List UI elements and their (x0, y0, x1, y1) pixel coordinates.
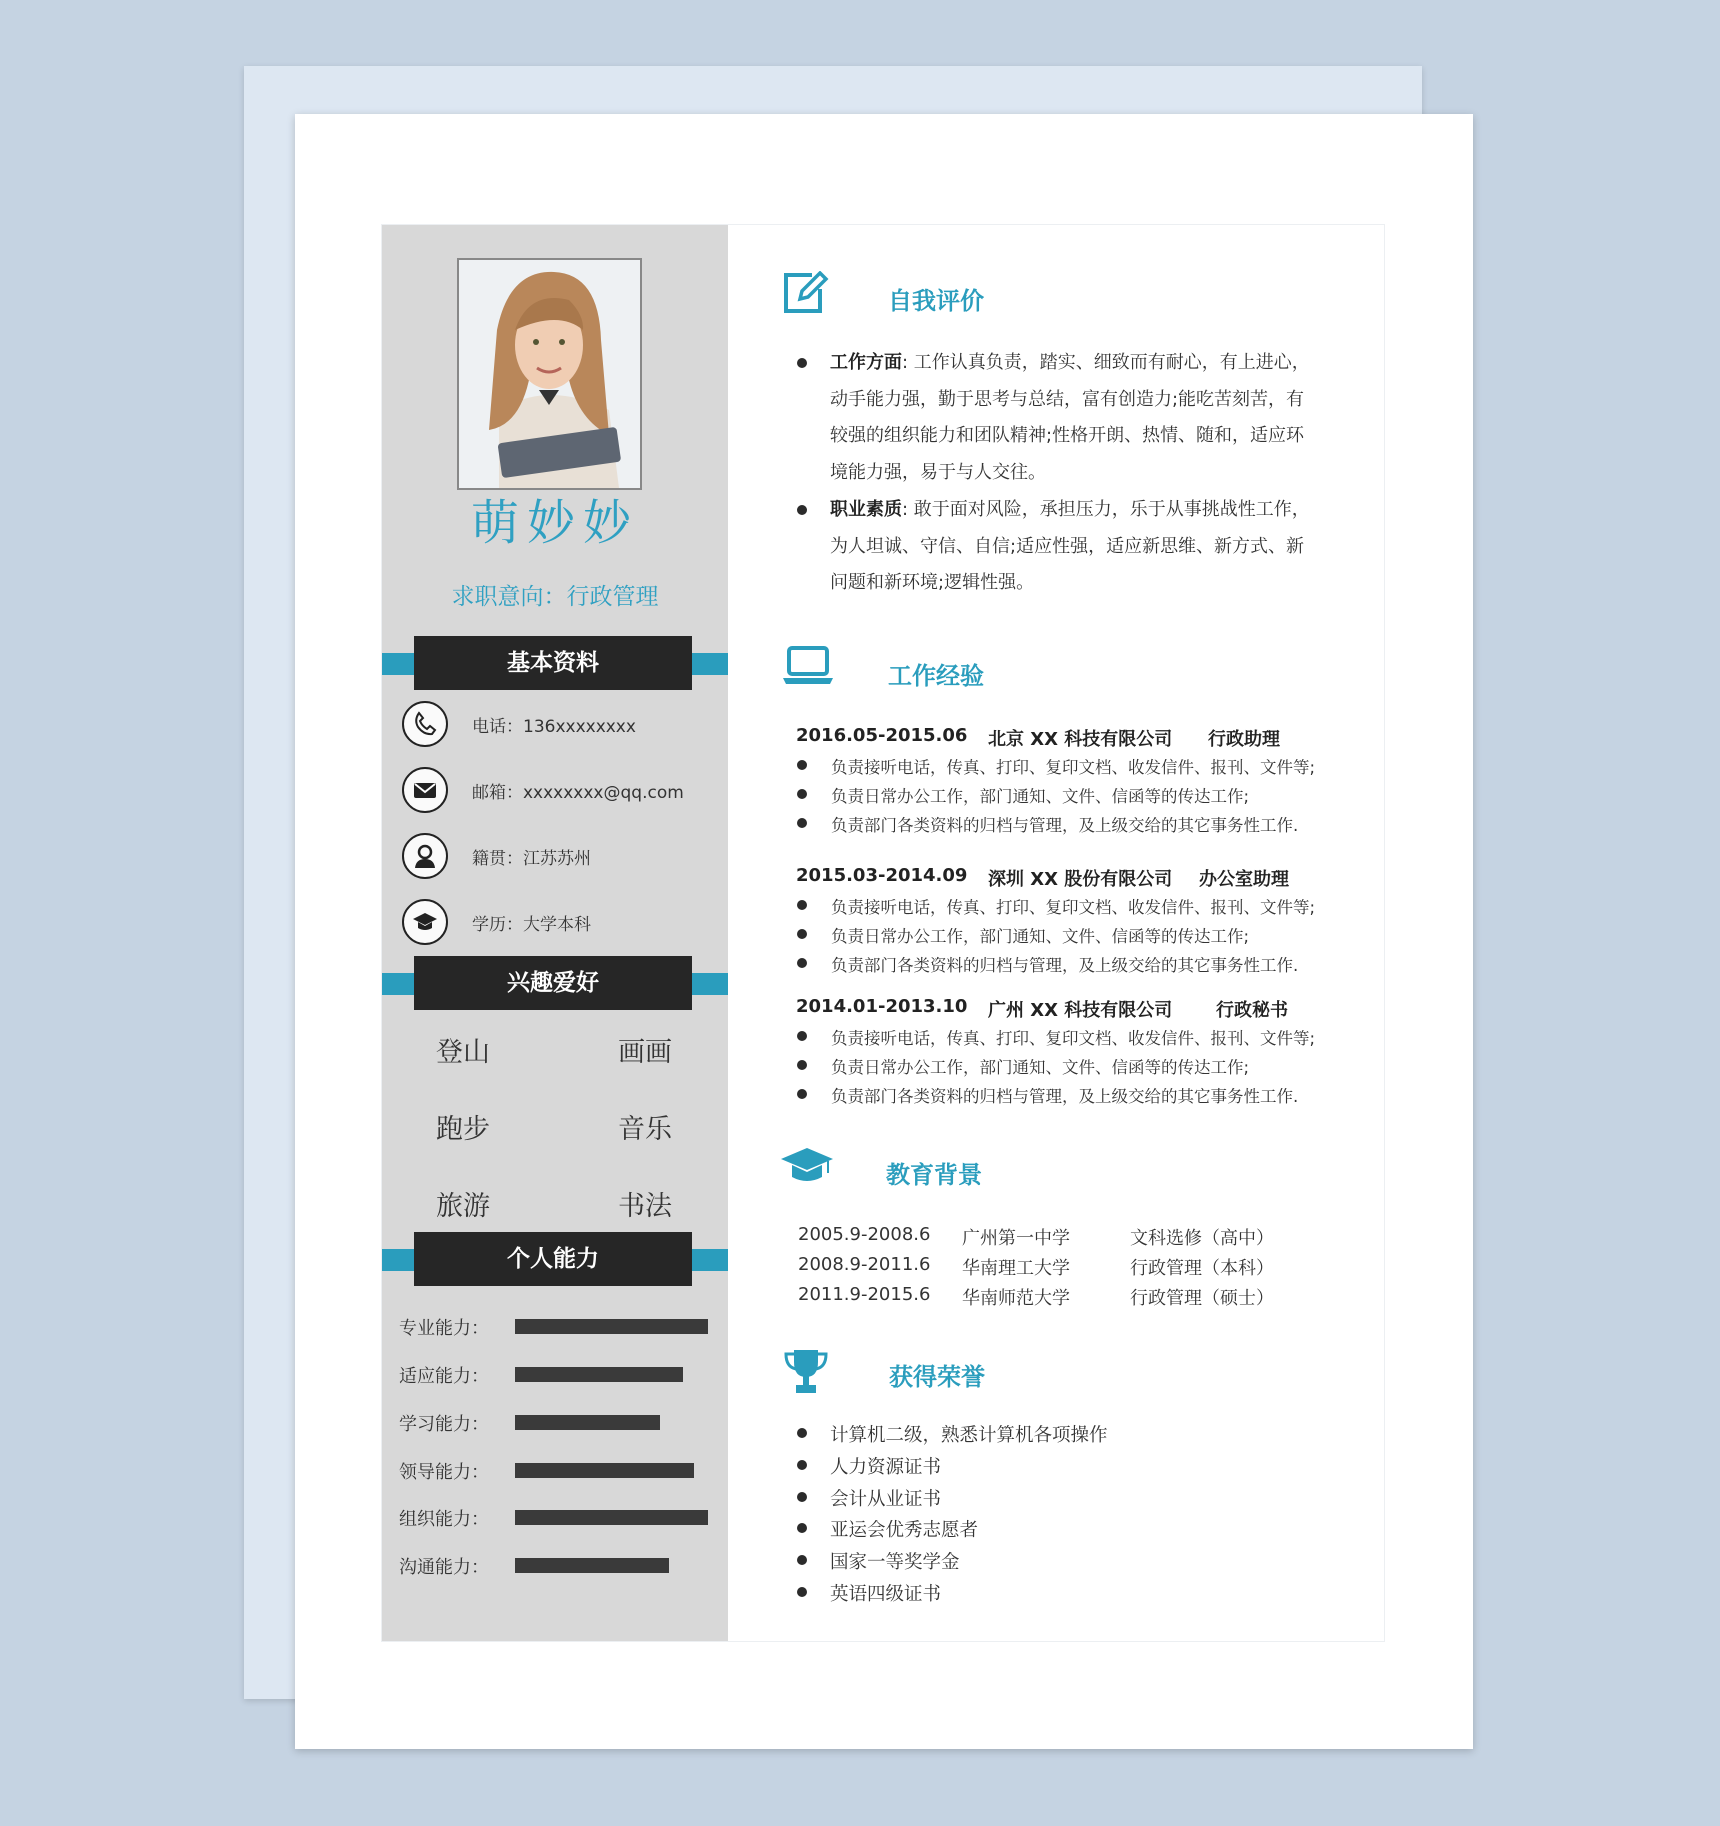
section-band-hobbies (382, 956, 728, 1010)
contact-phone (402, 698, 722, 748)
job-period: 2014.01-2013.10 (796, 996, 968, 1017)
phone-label: 电话： (472, 717, 523, 737)
job-duty: 负责接听电话，传真、打印、复印文档、收发信件、报刊、文件等; (831, 1029, 1316, 1048)
trophy-icon (783, 1347, 829, 1395)
skill-row (399, 1550, 719, 1580)
edu-major: 文科选修（高中） (1130, 1228, 1274, 1249)
education-value: 大学本科 (523, 915, 591, 935)
bullet-icon (797, 900, 807, 910)
self-eval-text: 敢于面对风险，承担压力，乐于从事挑战性工作，为人坦诚、守信、自信;适应性强，适应新思维、新方式、新问题和新环境;逻辑性强。 (830, 499, 1310, 593)
honor-item: 人力资源证书 (830, 1457, 942, 1478)
bullet-icon (797, 760, 807, 770)
skill-row (399, 1455, 719, 1485)
job-duty: 负责部门各类资料的归档与管理，及上级交给的其它事务性工作. (831, 816, 1299, 835)
job-intent-value: 行政管理 (566, 584, 659, 610)
hometown-value: 江苏苏州 (523, 849, 591, 869)
job-company: 广州 XX 科技有限公司 (988, 1000, 1173, 1021)
mail-icon (402, 767, 448, 813)
education-header (780, 1145, 1280, 1195)
job-period: 2016.05-2015.06 (796, 725, 968, 746)
hobby-item: 旅游 (436, 1191, 490, 1222)
education-title: 教育背景 (886, 1161, 982, 1189)
sidebar (382, 225, 728, 1641)
bullet-icon (797, 929, 807, 939)
job-company: 深圳 XX 股份有限公司 (988, 869, 1173, 890)
bullet-icon (797, 789, 807, 799)
job-intent (382, 578, 728, 611)
skill-row (399, 1502, 719, 1532)
bullet-icon (797, 1555, 807, 1565)
skill-label: 专业能力： (399, 1318, 489, 1339)
job-duty: 负责接听电话，传真、打印、复印文档、收发信件、报刊、文件等; (831, 898, 1316, 917)
job-header (796, 996, 1288, 1021)
education-label: 学历： (472, 915, 523, 935)
skill-bar (515, 1367, 683, 1382)
self-eval-head: 工作方面 (830, 352, 902, 373)
job-duty: 负责日常办公工作，部门通知、文件、信函等的传达工作; (831, 1058, 1250, 1077)
job-duty: 负责部门各类资料的归档与管理，及上级交给的其它事务性工作. (831, 956, 1299, 975)
job-period: 2015.03-2014.09 (796, 865, 968, 886)
contact-hometown (402, 830, 722, 880)
bullet-icon (797, 1460, 807, 1470)
skill-row (399, 1407, 719, 1437)
hobbies-title: 兴趣爱好 (414, 956, 692, 1010)
edu-period: 2008.9-2011.6 (798, 1254, 931, 1275)
bullet-icon (797, 1492, 807, 1502)
email-value: xxxxxxxx@qq.com (523, 783, 684, 803)
job-header (796, 865, 1289, 890)
self-eval-text: 工作认真负责，踏实、细致而有耐心，有上进心，动手能力强，勤于思考与总结，富有创造力;能吃苦刻苦，有较强的组织能力和团队精神;性格开朗、热情、随和，适应环境能力强，易于与人交往。 (830, 352, 1310, 483)
bullet-icon (797, 958, 807, 968)
edit-icon (782, 271, 830, 315)
edu-major: 行政管理（硕士） (1130, 1288, 1274, 1309)
skill-row (399, 1311, 719, 1341)
edu-major: 行政管理（本科） (1130, 1258, 1274, 1279)
bullet-icon (797, 1587, 807, 1597)
section-band-basic (382, 636, 728, 690)
job-header (796, 725, 1280, 750)
work-header (782, 646, 1282, 696)
honors-header (783, 1347, 1283, 1397)
contact-email (402, 764, 722, 814)
skill-bar (515, 1558, 669, 1573)
resume-content (381, 224, 1385, 1642)
bullet-icon (797, 1089, 807, 1099)
honor-item: 计算机二级，熟悉计算机各项操作 (830, 1425, 1108, 1446)
job-duty: 负责日常办公工作，部门通知、文件、信函等的传达工作; (831, 927, 1250, 946)
job-role: 行政助理 (1208, 729, 1280, 750)
edu-school: 广州第一中学 (962, 1228, 1070, 1249)
honor-item: 英语四级证书 (830, 1584, 942, 1605)
skills-title: 个人能力 (414, 1232, 692, 1286)
self-eval-item: 职业素质: 敢于面对风险，承担压力，乐于从事挑战性工作，为人坦诚、守信、自信;适应性强，适应新思维、新方式、新问题和新环境;逻辑性强。 (830, 499, 1310, 593)
skill-label: 组织能力： (399, 1509, 489, 1530)
self-eval-header (782, 271, 1282, 321)
job-intent-label: 求职意向： (451, 584, 567, 610)
edu-period: 2005.9-2008.6 (798, 1224, 931, 1245)
honors-title: 获得荣誉 (889, 1363, 985, 1391)
self-eval-item: 工作方面: 工作认真负责，踏实、细致而有耐心，有上进心，动手能力强，勤于思考与总结，富有创造力;能吃苦刻苦，有较强的组织能力和团队精神;性格开朗、热情、随和，适应环境能力强，易于与人交往。 (830, 352, 1310, 483)
skill-bar (515, 1510, 708, 1525)
bullet-icon (797, 358, 807, 368)
laptop-icon (782, 646, 834, 686)
job-company: 北京 XX 科技有限公司 (988, 729, 1173, 750)
work-title: 工作经验 (888, 662, 984, 690)
edu-school: 华南师范大学 (962, 1288, 1070, 1309)
hobby-item: 登山 (436, 1037, 490, 1068)
bullet-icon (797, 818, 807, 828)
skill-label: 学习能力： (399, 1414, 489, 1435)
hometown-label: 籍贯： (472, 849, 523, 869)
hobby-item: 跑步 (436, 1114, 490, 1145)
graduation-cap-icon (780, 1145, 834, 1185)
hobby-item: 音乐 (618, 1114, 672, 1145)
skill-row (399, 1359, 719, 1389)
bullet-icon (797, 1060, 807, 1070)
email-label: 邮箱： (472, 783, 523, 803)
section-band-skills (382, 1232, 728, 1286)
job-duty: 负责日常办公工作，部门通知、文件、信函等的传达工作; (831, 787, 1250, 806)
hobby-item: 画画 (618, 1037, 672, 1068)
honor-item: 会计从业证书 (830, 1489, 942, 1510)
bullet-icon (797, 505, 807, 515)
bullet-icon (797, 1523, 807, 1533)
edu-period: 2011.9-2015.6 (798, 1284, 931, 1305)
honor-item: 国家一等奖学金 (830, 1552, 960, 1573)
skill-bar (515, 1319, 708, 1334)
job-duty: 负责部门各类资料的归档与管理，及上级交给的其它事务性工作. (831, 1087, 1299, 1106)
basic-info-title: 基本资料 (414, 636, 692, 690)
contact-education (402, 896, 722, 946)
edu-school: 华南理工大学 (962, 1258, 1070, 1279)
skill-bar (515, 1415, 660, 1430)
hobby-item: 书法 (618, 1191, 672, 1222)
honor-item: 亚运会优秀志愿者 (830, 1520, 979, 1541)
self-eval-title: 自我评价 (888, 287, 984, 315)
skill-label: 沟通能力： (399, 1557, 489, 1578)
person-icon (402, 833, 448, 879)
phone-icon (402, 701, 448, 747)
graduation-cap-icon (402, 899, 448, 945)
phone-value: 136xxxxxxxx (523, 717, 636, 737)
skill-bar (515, 1463, 694, 1478)
skill-label: 领导能力： (399, 1462, 489, 1483)
self-eval-head: 职业素质 (830, 499, 902, 520)
job-role: 办公室助理 (1199, 869, 1289, 890)
bullet-icon (797, 1031, 807, 1041)
job-duty: 负责接听电话，传真、打印、复印文档、收发信件、报刊、文件等; (831, 758, 1316, 777)
skill-label: 适应能力： (399, 1366, 489, 1387)
profile-photo (457, 258, 642, 490)
bullet-icon (797, 1428, 807, 1438)
job-role: 行政秘书 (1216, 1000, 1288, 1021)
candidate-name: 萌妙妙 (470, 495, 639, 551)
